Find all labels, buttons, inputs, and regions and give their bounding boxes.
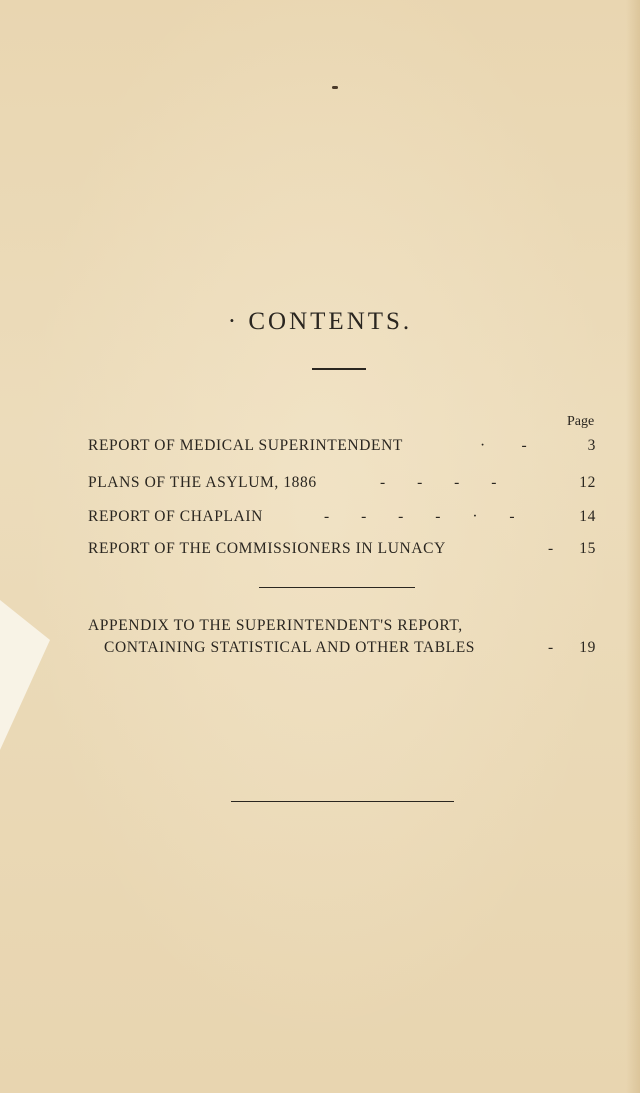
- toc-entry-label: REPORT OF MEDICAL SUPERINTENDENT: [88, 437, 403, 454]
- title-mark: ·: [227, 308, 240, 335]
- toc-entry: [88, 508, 596, 528]
- page-column-heading: Page: [567, 414, 595, 429]
- end-rule: [231, 801, 454, 802]
- toc-entry-page: 15: [579, 540, 596, 557]
- toc-entry-leaders: - - - -: [380, 474, 498, 491]
- title-text: CONTENTS.: [248, 308, 413, 335]
- contents-title: [0, 308, 640, 336]
- page-tear: [0, 600, 50, 750]
- toc-entry-leaders: · -: [480, 437, 528, 454]
- toc-entry-page: 14: [579, 508, 596, 525]
- section-rule: [259, 587, 415, 588]
- appendix-page: 19: [579, 639, 596, 656]
- appendix-entry: [88, 639, 596, 659]
- toc-entry-label: REPORT OF CHAPLAIN: [88, 508, 263, 525]
- toc-entry-label: REPORT OF THE COMMISSIONERS IN LUNACY: [88, 540, 446, 557]
- appendix-title-line2: CONTAINING STATISTICAL AND OTHER TABLES: [104, 639, 475, 656]
- ink-mark: [332, 86, 338, 89]
- toc-entry: [88, 437, 596, 457]
- toc-entry: [88, 474, 596, 494]
- page-edge-stain: [626, 0, 640, 1093]
- appendix-leaders: -: [548, 639, 554, 656]
- toc-entry-label: PLANS OF THE ASYLUM, 1886: [88, 474, 317, 491]
- appendix-title-line1: APPENDIX TO THE SUPERINTENDENT'S REPORT,: [88, 617, 463, 634]
- toc-entry-leaders: -: [548, 540, 554, 557]
- toc-entry-page: 12: [579, 474, 596, 491]
- toc-entry-leaders: - - - - · -: [324, 508, 516, 525]
- toc-entry: [88, 540, 596, 560]
- title-rule: [312, 368, 366, 370]
- toc-entry-page: 3: [587, 437, 596, 454]
